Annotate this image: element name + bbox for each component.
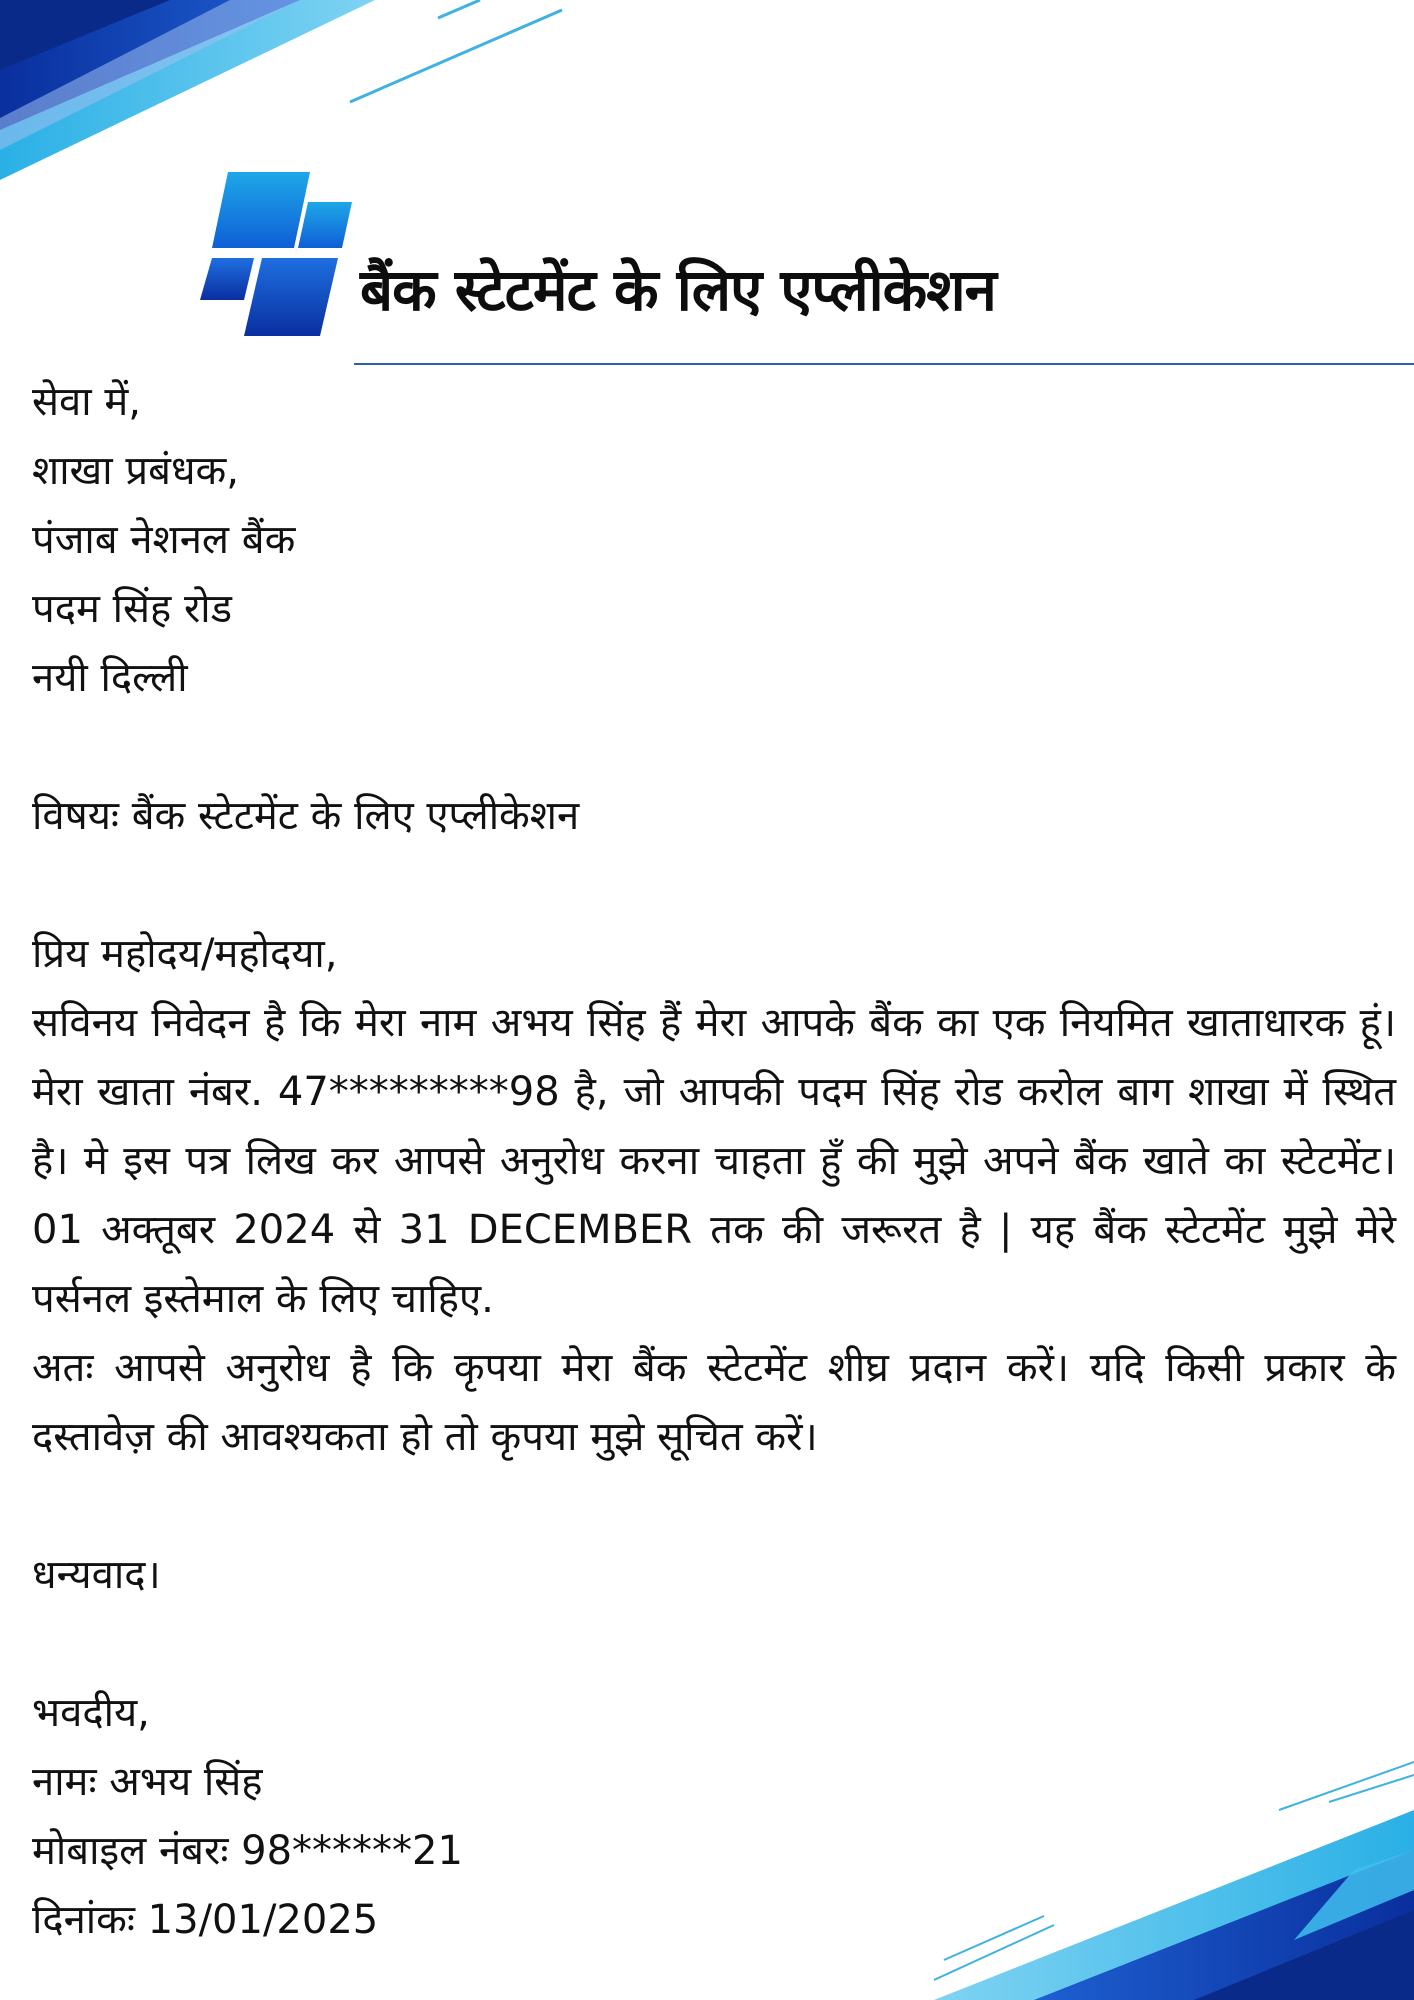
- thanks-line: धन्यवाद।: [32, 1552, 161, 1598]
- spacer: [32, 1610, 1396, 1679]
- recipient-line: पदम सिंह रोड: [32, 586, 233, 632]
- spacer: [32, 851, 1396, 920]
- salutation: प्रिय महोदय/महोदया,: [32, 931, 338, 977]
- title-divider: [354, 363, 1414, 365]
- recipient-line: पंजाब नेशनल बैंक: [32, 517, 296, 563]
- recipient-line: शाखा प्रबंधक,: [32, 448, 239, 494]
- subject-line: विषयः बैंक स्टेटमेंट के लिए एप्लीकेशन: [32, 793, 580, 839]
- letter-date: दिनांकः 13/01/2025: [32, 1897, 379, 1943]
- recipient-line: नयी दिल्ली: [32, 655, 188, 701]
- body-paragraph: सविनय निवेदन है कि मेरा नाम अभय सिंह हैं मेरा आपके बैंक का एक नियमित खाताधारक हूं। मेरा खाता नंबर. 47*********98 है, जो आपकी पदम सिंह रोड करोल बाग शाखा में स्थित है। मे इस पत्र लिख कर आपसे अनुरोध करना चाहता हुँ की मुझे अपने बैंक खाते का स्टेटमेंट। 01 अक्तूबर 2024 से 31 DECEMBER तक की जरूरत है | यह बैंक स्टेटमेंट मुझे मेरे पर्सनल इस्तेमाल के लिए चाहिए.: [32, 1000, 1396, 1322]
- bank-logo-icon: [198, 170, 358, 340]
- spacer: [32, 713, 1396, 782]
- signoff-line: भवदीय,: [32, 1690, 150, 1736]
- sender-mobile: मोबाइल नंबरः 98******21: [32, 1828, 463, 1874]
- body-paragraph: अतः आपसे अनुरोध है कि कृपया मेरा बैंक स्टेटमेंट शीघ्र प्रदान करें। यदि किसी प्रकार के दस्तावेज़ की आवश्यकता हो तो कृपया मुझे सूचित करें।: [32, 1345, 1396, 1460]
- letter-body: [32, 368, 1396, 1955]
- spacer: [32, 1472, 1396, 1541]
- sender-name: नामः अभय सिंह: [32, 1759, 263, 1805]
- recipient-line: सेवा में,: [32, 379, 141, 425]
- document-title: बैंक स्टेटमेंट के लिए एप्लीकेशन: [360, 256, 996, 324]
